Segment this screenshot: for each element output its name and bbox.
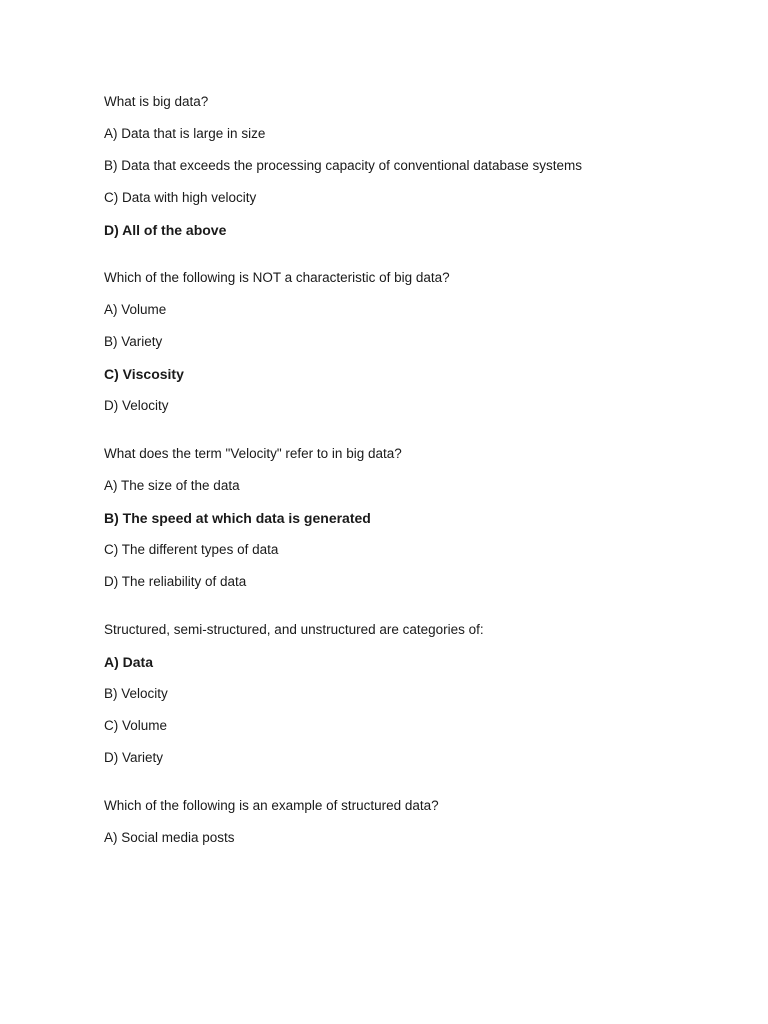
question-block-3 [104,446,704,590]
option-a: A) Data that is large in size [104,126,266,141]
option-b-correct-answer: B) The speed at which data is generated [104,510,371,526]
question-text: Which of the following is an example of structured data? [104,798,439,813]
option-d-correct-answer: D) All of the above [104,222,227,238]
question-block-2 [104,270,704,414]
option-b: B) Data that exceeds the processing capacity of conventional database systems [104,158,583,173]
option-d: D) Variety [104,750,164,765]
question-block-1 [104,94,704,238]
option-a-correct-answer: A) Data [104,654,154,670]
option-d: D) Velocity [104,398,169,413]
option-a: A) Volume [104,302,167,317]
question-block-5 [104,798,704,846]
option-d: D) The reliability of data [104,574,247,589]
option-b: B) Velocity [104,686,168,701]
option-b: B) Variety [104,334,163,349]
option-c: C) Volume [104,718,168,733]
question-text: What is big data? [104,94,209,109]
option-a: A) Social media posts [104,830,235,845]
option-c: C) The different types of data [104,542,279,557]
question-text: Structured, semi-structured, and unstructured are categories of: [104,622,484,637]
option-c-correct-answer: C) Viscosity [104,366,184,382]
question-text: What does the term "Velocity" refer to in big data? [104,446,402,461]
document-page [104,94,704,846]
question-block-4 [104,622,704,766]
option-a: A) The size of the data [104,478,240,493]
option-c: C) Data with high velocity [104,190,257,205]
question-text: Which of the following is NOT a characteristic of big data? [104,270,450,285]
